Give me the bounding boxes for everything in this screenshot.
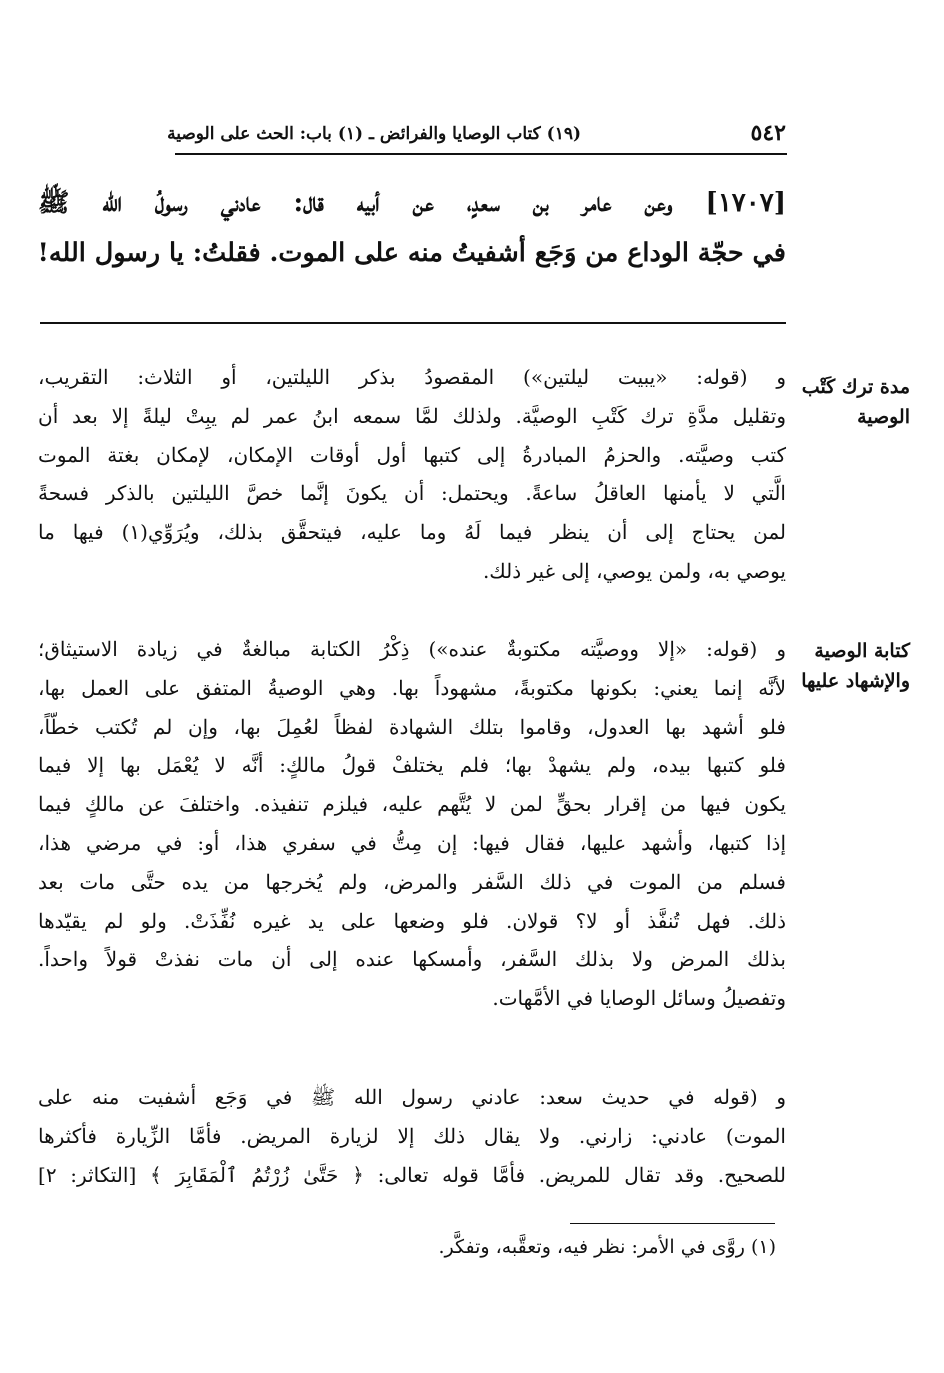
text-line: فلو كتبها بيده، ولم يشهدْ بها؛ فلم يختلفْ قولُ مالكٍ: أنَّه لا يُعْمَل بها إلا فيما [38,753,786,778]
margin-title-line: الوصية [857,406,910,428]
text-line: بذلك المرض ولا بذلك السَّفر، وأمسكها عنده إلى أن مات نفذتْ قولاً واحداً. [38,947,786,972]
text-line: فسلم من الموت في ذلك السَّفر والمرض، ولم يُخرجها من يده حتَّى مات بعد [38,869,786,894]
text-line: للصحيح. وقد تقال للمريض. فأمَّا قوله تعالى: ﴿ حَتَّىٰ زُرْتُمُ ٱلْمَقَابِرَ ﴾ [التكاثر: ٢] [38,1162,786,1187]
section-rule [40,322,786,324]
running-title: (١٩) كتاب الوصايا والفرائض ـ (١) باب: الحث على الوصية [167,124,581,144]
text-line: و (قوله: «يبيت ليلتين») المقصودُ بذكر الليلتين، أو الثلاث: التقريب، [38,365,786,389]
text-line: يوصي به، ولمن يوصي، إلى غير ذلك. [482,558,786,583]
text-line: إذا كتبها، وأشهد عليها، فقال فيها: إن مِتُّ في سفري هذا، أو: في مرضي هذا، [38,830,786,855]
text-line: يكون فيها من إقرار بحقٍّ لمن لا يُتَّهم عليه، فيلزم تنفيذه. واختلفَ عن مالكٍ فيما [38,792,787,817]
commentary-paragraph [38,358,786,591]
header-rule [175,153,787,155]
text-line: الموت) عادني: زارني. ولا يقال ذلك إلا لزيارة المريض. فأمَّا الزِّيارة فأكثرها [38,1123,786,1148]
margin-title-line: مدة ترك كَتْب [801,376,910,398]
text-line: و (قوله في حديث سعد: عادني رسول الله ﷺ في وَجَع أشفيت منه على [38,1085,786,1109]
text-line: وتفصيلُ وسائل الوصايا في الأمَّهات. [492,986,786,1011]
hadith-line: [١٧٠٧] وعن عامر بن سعدٍ، عن أبيه قال: عادني رسولُ الله ﷺ [38,188,786,218]
margin-title-will-writing [796,636,910,696]
margin-title-will-delay [800,372,910,432]
hadith-text [38,178,786,278]
footnote-rule [570,1223,775,1224]
margin-title-line: والإشهاد عليها [801,670,910,692]
text-line: فلو أشهد بها العدول، وقاموا بتلك الشهادة لفظاً لعُمِلَ بها، وإن لم تُكتب خطّاً، [38,714,786,739]
text-line: لمن يحتاج إلى أن ينظر فيما لَهُ وما عليه، فيتحقَّق بذلك، ويُرَوِّي(١) فيها ما [38,520,786,545]
text-line: ذلك. فهل تُنفَّذ أو لا؟ قولان. فلو وضعها على يد غيره نُفِّذَتْ. ولو لم يقيّدها [38,908,786,933]
hadith-line: في حجّة الوداع من وَجَع أشفيتُ منه على الموت. فقلتُ: يا رسول الله! [37,238,786,268]
commentary-paragraph [38,1078,786,1194]
page-number: ٥٤٢ [750,120,786,146]
running-header [160,120,786,150]
margin-title-line: كتابة الوصية [814,640,910,662]
text-line: الَّتي لا يأمنها العاقلُ ساعةً. ويحتمل: أن يكونَ إنَّما خصَّ الليلتين بالذكر فسحةً [38,481,786,506]
text-line: كتب وصيَّته. والحزمُ المبادرةُ إلى كتبها أول أوقات الإمكان، لإمكان بغتة الموت [38,442,786,467]
footnote: (١) روَّى في الأمر: نظر فيه، وتعقَّبه، وتفكَّر. [438,1236,776,1258]
text-line: لأنَّه إنما يعني: بكونها مكتوبةً، مشهوداً بها. وهي الوصيةُ المتفق على العمل بها، [38,675,786,700]
text-line: وتقليل مدَّةِ ترك كَتْبِ الوصيَّة. ولذلك لمَّا سمعه ابنُ عمر لم يبِتْ ليلةً إلا بعد أن [38,403,786,428]
text-line: و (قوله: «إلا ووصيَّته مكتوبةٌ عنده») ذِكْرُ الكتابة مبالغةٌ في زيادة الاستيثاق؛ [38,637,786,661]
commentary-paragraph [38,630,786,1018]
